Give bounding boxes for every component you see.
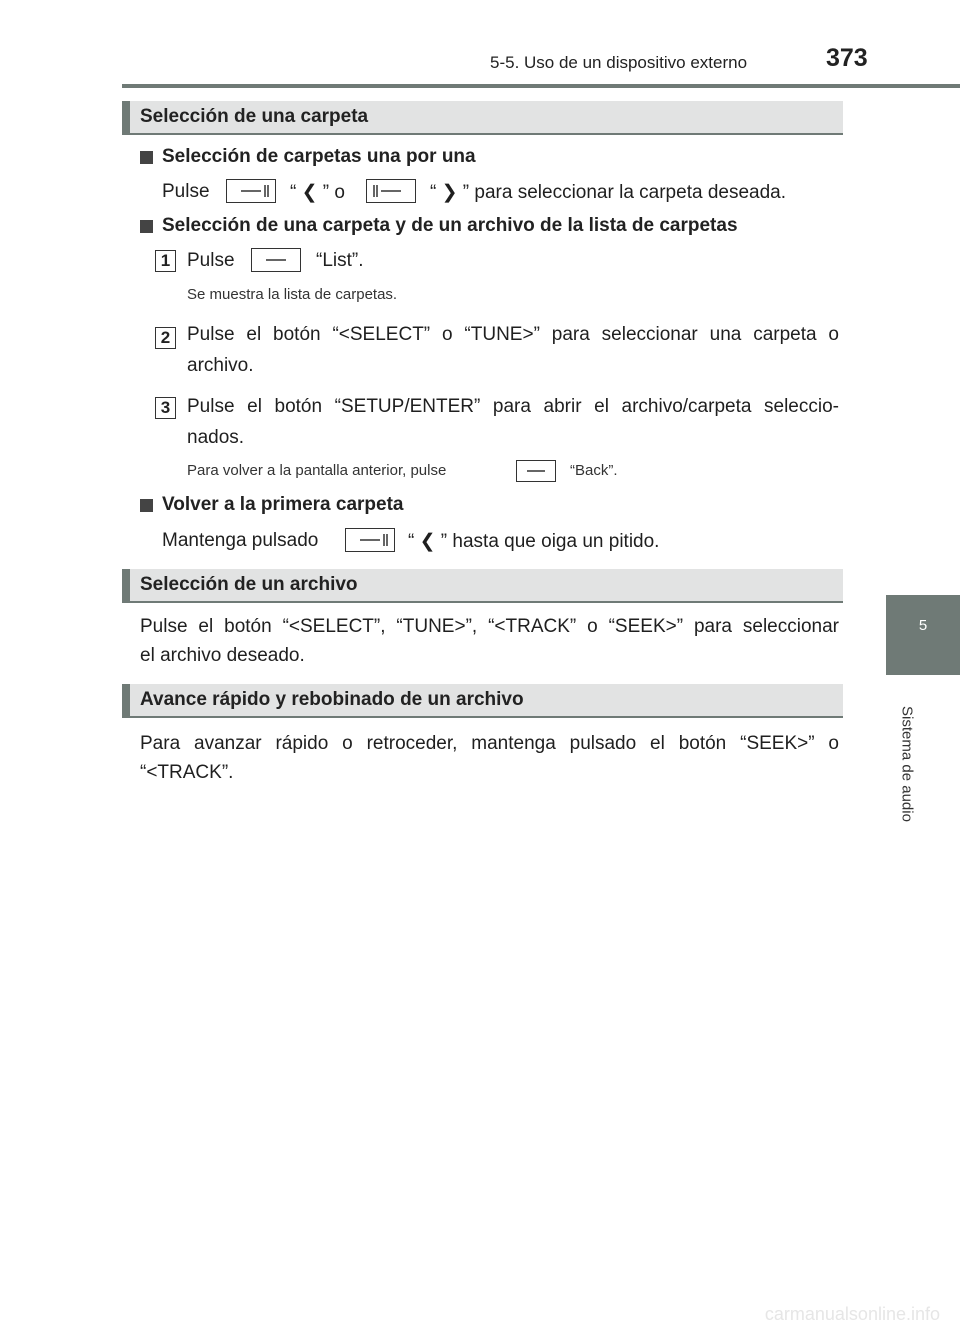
bullet-icon (140, 220, 153, 233)
steering-button-icon (516, 460, 556, 482)
file-text-line2: el archivo deseado. (140, 645, 305, 666)
chapter-tab (886, 595, 960, 675)
step-number-2: 2 (155, 327, 176, 349)
section-heading-fast (122, 684, 843, 718)
first-folder-text-b: “ ❮ ” hasta que oiga un pitido. (408, 531, 660, 552)
pulse-text: Pulse (162, 181, 210, 202)
section-heading-folder (122, 101, 843, 135)
page-number: 373 (826, 44, 868, 72)
file-text-line1: Pulse el botón “<SELECT”, “TUNE>”, “<TRACK” o “SEEK>” para seleccionar (140, 616, 839, 637)
first-folder-text-a: Mantenga pulsado (162, 530, 319, 551)
header-rule (122, 84, 960, 88)
steering-button-icon (251, 248, 301, 272)
subheading-from-list: Selección de una carpeta y de un archivo de la lista de carpetas (162, 215, 738, 236)
section-heading-text: Selección de una carpeta (140, 106, 369, 127)
chapter-number: 5 (918, 617, 928, 634)
prev-glyph-text: “ ❮ ” o (290, 182, 345, 203)
step3-note: Para volver a la pantalla anterior, pulse (187, 462, 447, 479)
step2-text-line2: archivo. (187, 355, 254, 376)
chapter-title: Sistema de audio (898, 705, 916, 822)
fast-text-line1: Para avanzar rápido o retroceder, mantenga pulsado el botón “SEEK>” o (140, 733, 839, 754)
bullet-icon (140, 499, 153, 512)
step-number-3: 3 (155, 397, 176, 419)
steering-button-left-icon (345, 528, 395, 552)
section-heading-text: Selección de un archivo (140, 574, 358, 595)
subheading-first-folder: Volver a la primera carpeta (162, 494, 404, 515)
steering-button-right-icon (366, 179, 416, 203)
step1-pulse: Pulse (187, 250, 235, 271)
next-glyph-text: “ ❯ ” para seleccionar la carpeta deseada. (430, 182, 786, 203)
subheading-one-by-one: Selección de carpetas una por una (162, 146, 476, 167)
chapter-title-container (897, 691, 917, 836)
bullet-icon (140, 151, 153, 164)
step1-note: Se muestra la lista de carpetas. (187, 286, 398, 303)
step3-text-line1: Pulse el botón “SETUP/ENTER” para abrir el archivo/carpeta seleccio- (187, 396, 839, 417)
section-heading-text: Avance rápido y rebobinado de un archivo (140, 689, 524, 710)
section-title: 5-5. Uso de un dispositivo externo (490, 53, 748, 72)
step2-text-line1: Pulse el botón “<SELECT” o “TUNE>” para seleccionar una carpeta o (187, 324, 839, 345)
step-number-1: 1 (155, 250, 176, 272)
fast-text-line2: “<TRACK”. (140, 762, 234, 783)
step1-list-label: “List”. (316, 250, 364, 271)
watermark: carmanualsonline.info (764, 1304, 940, 1324)
step3-text-line2: nados. (187, 427, 245, 448)
step3-back-label: “Back”. (570, 462, 618, 479)
steering-button-left-icon (226, 179, 276, 203)
section-heading-file (122, 569, 843, 603)
